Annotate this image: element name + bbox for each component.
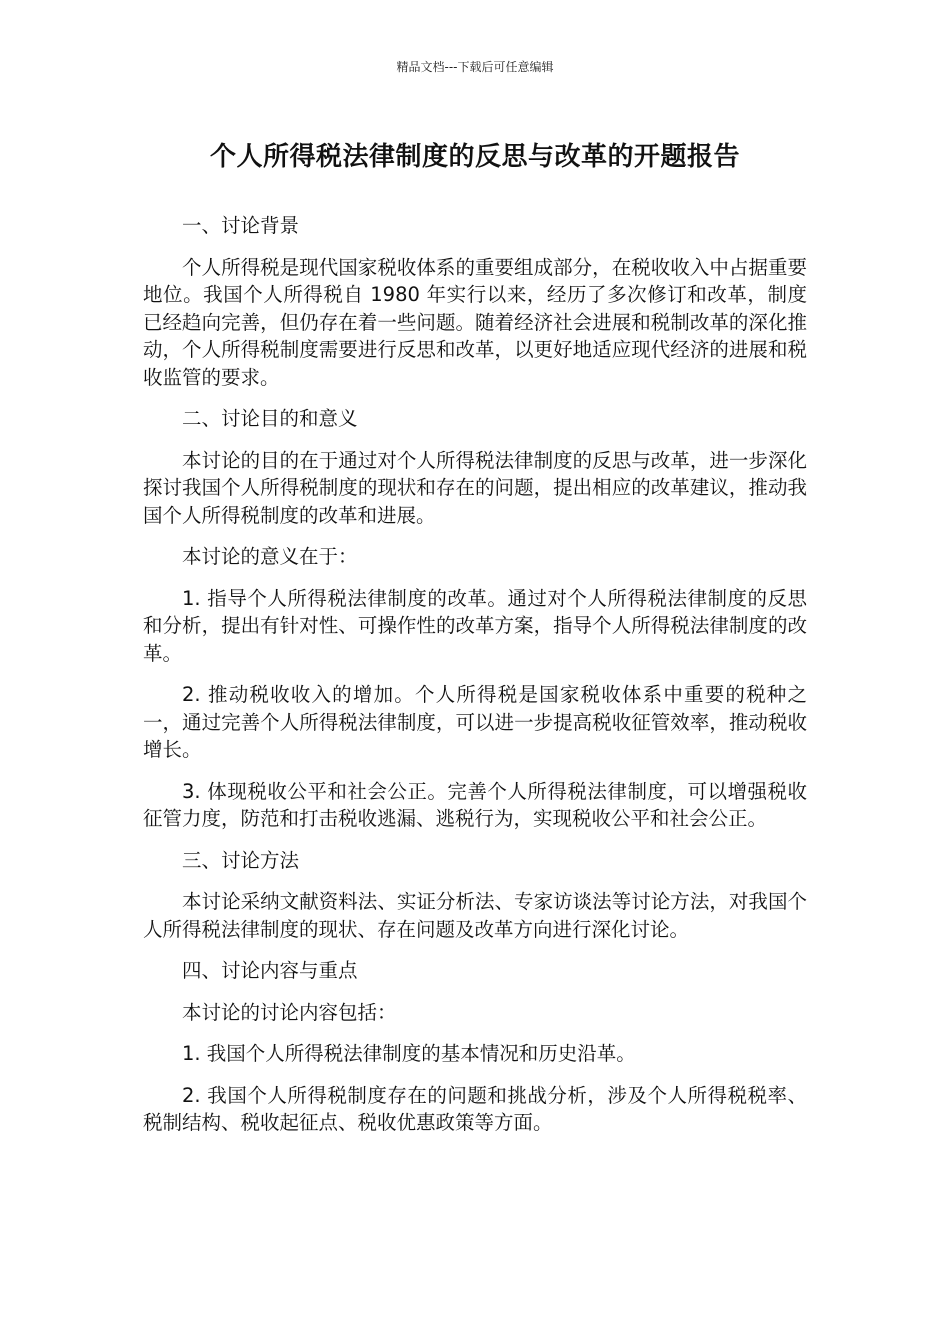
section-heading-content: 四、讨论内容与重点 [182, 959, 358, 982]
list-item-significance-1: 1. 指导个人所得税法律制度的改革。通过对个人所得税法律制度的反思和分析，提出有针对性、可操作性的改革方案，指导个人所得税法律制度的改革。 [143, 586, 807, 665]
list-item-significance-2: 2. 推动税收收入的增加。个人所得税是国家税收体系中重要的税种之一，通过完善个人所得税法律制度，可以进一步提高税收征管效率，推动税收增长。 [143, 683, 807, 761]
list-item-significance-3: 3. 体现税收公平和社会公正。完善个人所得税法律制度，可以增强税收征管力度，防范和打击税收逃漏、逃税行为，实现税收公平和社会公正。 [143, 779, 807, 830]
paragraph-background: 个人所得税是现代国家税收体系的重要组成部分，在税收收入中占据重要地位。我国个人所得税自 1980 年实行以来，经历了多次修订和改革，制度已经趋向完善，但仍存在着一些问题。随着经济社会进展和税制改革的深化推动，个人所得税制度需要进行反思和改革，以更好地适应现代经济的进展和税收监管的要求。 [143, 255, 807, 389]
section-heading-background: 一、讨论背景 [182, 214, 300, 237]
list-item-content-1: 1. 我国个人所得税法律制度的基本情况和历史沿革。 [182, 1042, 636, 1065]
paragraph-purpose: 本讨论的目的在于通过对个人所得税法律制度的反思与改革，进一步深化探讨我国个人所得税制度的现状和存在的问题，提出相应的改革建议，推动我国个人所得税制度的改革和进展。 [143, 448, 807, 527]
list-item-content-2: 2. 我国个人所得税制度存在的问题和挑战分析，涉及个人所得税税率、税制结构、税收起征点、税收优惠政策等方面。 [143, 1083, 807, 1134]
paragraph-content-intro: 本讨论的讨论内容包括： [182, 1000, 397, 1024]
section-heading-purpose: 二、讨论目的和意义 [182, 407, 358, 430]
paragraph-method: 本讨论采纳文献资料法、实证分析法、专家访谈法等讨论方法，对我国个人所得税法律制度的现状、存在问题及改革方向进行深化讨论。 [143, 890, 807, 941]
document-body [143, 212, 807, 1151]
header-note: 精品文档---下载后可任意编辑 [396, 60, 554, 74]
section-heading-method: 三、讨论方法 [182, 848, 300, 872]
document-title: 个人所得税法律制度的反思与改革的开题报告 [209, 142, 740, 172]
paragraph-significance-intro: 本讨论的意义在于： [182, 545, 358, 568]
